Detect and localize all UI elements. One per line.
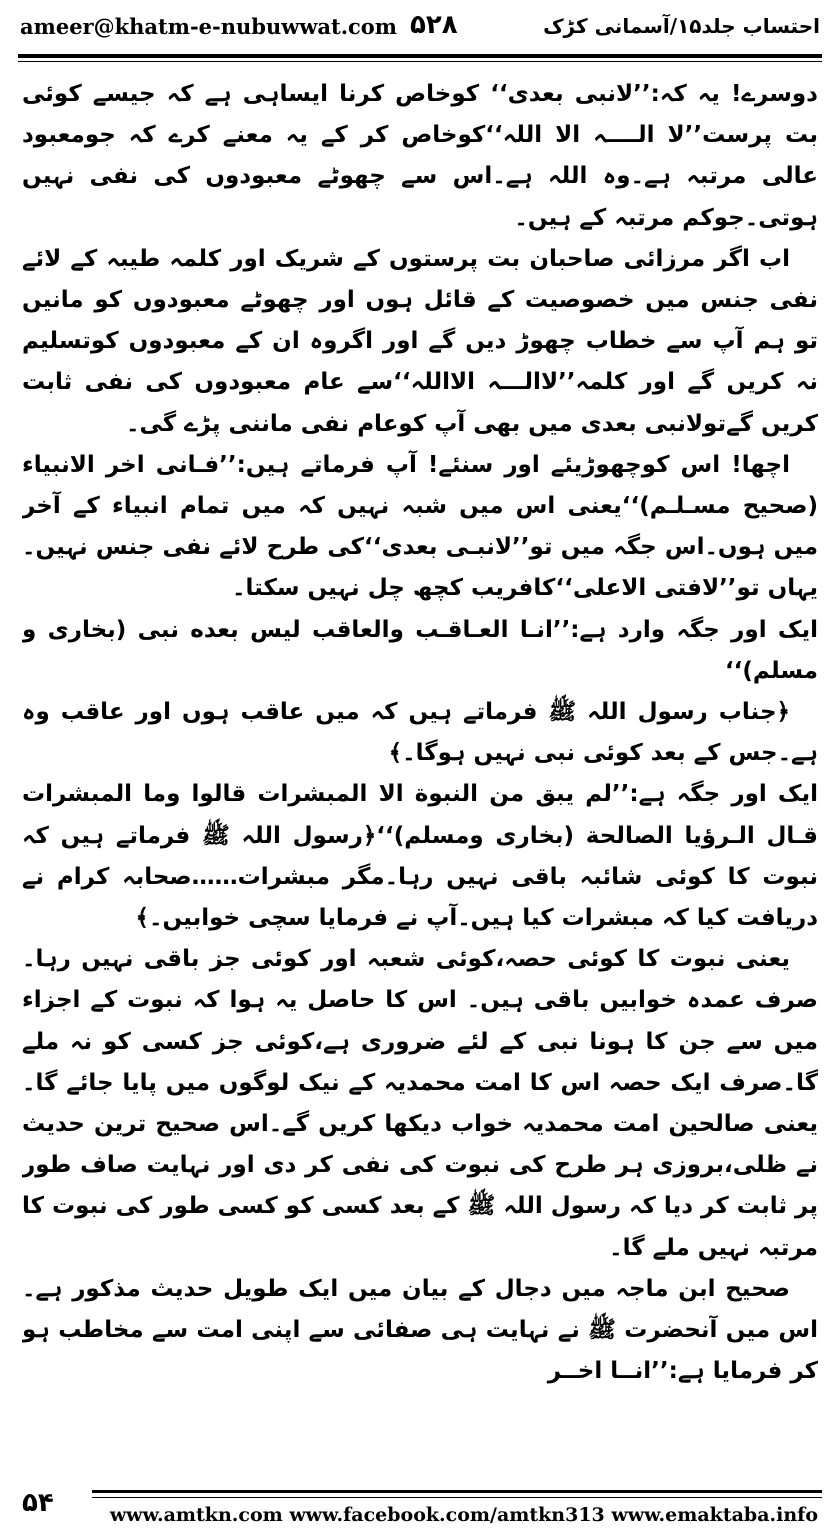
header-page-number: ۵۲۸: [410, 10, 458, 40]
paragraph-8: صحیح ابن ماجہ میں دجال کے بیان میں ایک طویل حدیث مذکور ہے۔اس میں آنحضرت ﷺ نے نہایت ہی صفائی سے اپنی امت سے مخاطب ہو کر فرمایا ہے:’’انــا اخــر: [22, 1275, 818, 1385]
header-email: ameer@khatm-e-nubuwwat.com: [20, 14, 398, 39]
paragraph-6: ایک اور جگہ ہے:’’لم یبق من النبوة الا المبشرات قالوا وما المبشرات قـال الـرؤیا الصالحة (بخاری ومسلم)‘‘﴿رسول اللہ ﷺ فرماتے ہیں کہ نبوت کا کوئی شائبہ باقی نہیں رہا۔مگر مبشرات……صحابہ کرام نے دریافت کیا کہ مبشرات کیا ہیں۔آپ نے فرمایا سچی خوابیں۔﴾: [22, 781, 818, 932]
paragraph-4: ایک اور جگہ وارد ہے:’’انـا العـاقـب والعاقب لیس بعده نبی (بخاری و مسلم)‘‘: [22, 616, 818, 684]
paragraph-3: اچھا! اس کوچھوڑیئے اور سنئے! آپ فرماتے ہیں:’’فـانی اخر الانبیاء (صحیح مسـلـم)‘‘یعنی اس میں شبہ نہیں کہ میں تمام انبیاء کے آخر میں ہوں۔اس جگہ میں تو’’لانبـی بعدی‘‘کی طرح لائے نفی جنس نہیں۔یہاں تو’’لافتی الاعلی‘‘کافریب کچھ چل نہیں سکتا۔: [22, 451, 818, 602]
paragraph-5: ﴿جناب رسول اللہ ﷺ فرماتے ہیں کہ میں عاقب ہوں اور عاقب وہ ہے۔جس کے بعد کوئی نبی نہیں ہوگا۔﴾: [22, 699, 818, 767]
footer-rule-thin: [92, 1497, 822, 1498]
header-book-title: احتساب جلد۱۵/آسمانی کڑک: [543, 14, 820, 38]
paragraph-1: دوسرے! یہ کہ:’’لانبی بعدی‘‘ کوخاص کرنا ایساہی ہے کہ جیسے کوئی بت پرست’’لا الــــہ الا اللہ‘‘کوخاص کر کے یہ معنے کرے کہ جومعبود عالی مرتبہ ہے۔وہ اللہ ہے۔اس سے چھوٹے معبودوں کی نفی نہیں ہوتی۔جوکم مرتبہ کے ہیں۔: [22, 81, 818, 231]
header-rule-thick: [18, 54, 822, 58]
paragraph-7: یعنی نبوت کا کوئی حصہ،کوئی شعبہ اور کوئی جز باقی نہیں رہا۔صرف عمدہ خوابیں باقی ہیں۔ اس کا حاصل یہ ہوا کہ نبوت کے اجزاء میں سے جن کا ہونا نبی کے لئے ضروری ہے،کوئی جز کسی کو نہ ملے گا۔صرف ایک حصہ اس کا امت محمدیہ کے نیک لوگوں میں پایا جائے گا۔یعنی صالحین امت محمدیہ خواب دیکھا کریں گے۔اس صحیح ترین حدیث نے ظلی،بروزی ہر طرح کی نبوت کی نفی کر دی اور نہایت صاف طور پر ثابت کر دیا کہ رسول اللہ ﷺ کے بعد کسی کو کسی طور کی نبوت کا مرتبہ نہیں ملے گا۔: [22, 946, 818, 1261]
paragraph-2: اب اگر مرزائی صاحبان بت پرستوں کے شریک اور کلمہ طیبہ کے لائے نفی جنس میں خصوصیت کے قائل ہوں اور چھوٹے معبودوں کو مانیں تو ہم آپ سے خطاب چھوڑ دیں گے اور اگروہ ان کے معبودوں کوتسلیم نہ کریں گے اور کلمہ’’لاالـــہ الااللہ‘‘سے عام معبودوں کی نفی ثابت کریں گےتولانبی بعدی میں بھی آپ کوعام نفی ماننی پڑے گی۔: [22, 245, 818, 437]
page-header: [18, 10, 822, 50]
footer-page-number: ۵۴: [22, 1488, 54, 1518]
footer-rule-thick: [92, 1490, 822, 1493]
main-text: [22, 74, 818, 1454]
header-rule-thin: [18, 61, 822, 62]
footer-website-links: www.amtkn.com www.facebook.com/amtkn313 www.emaktaba.info: [109, 1504, 818, 1526]
page-footer: [18, 1488, 822, 1532]
